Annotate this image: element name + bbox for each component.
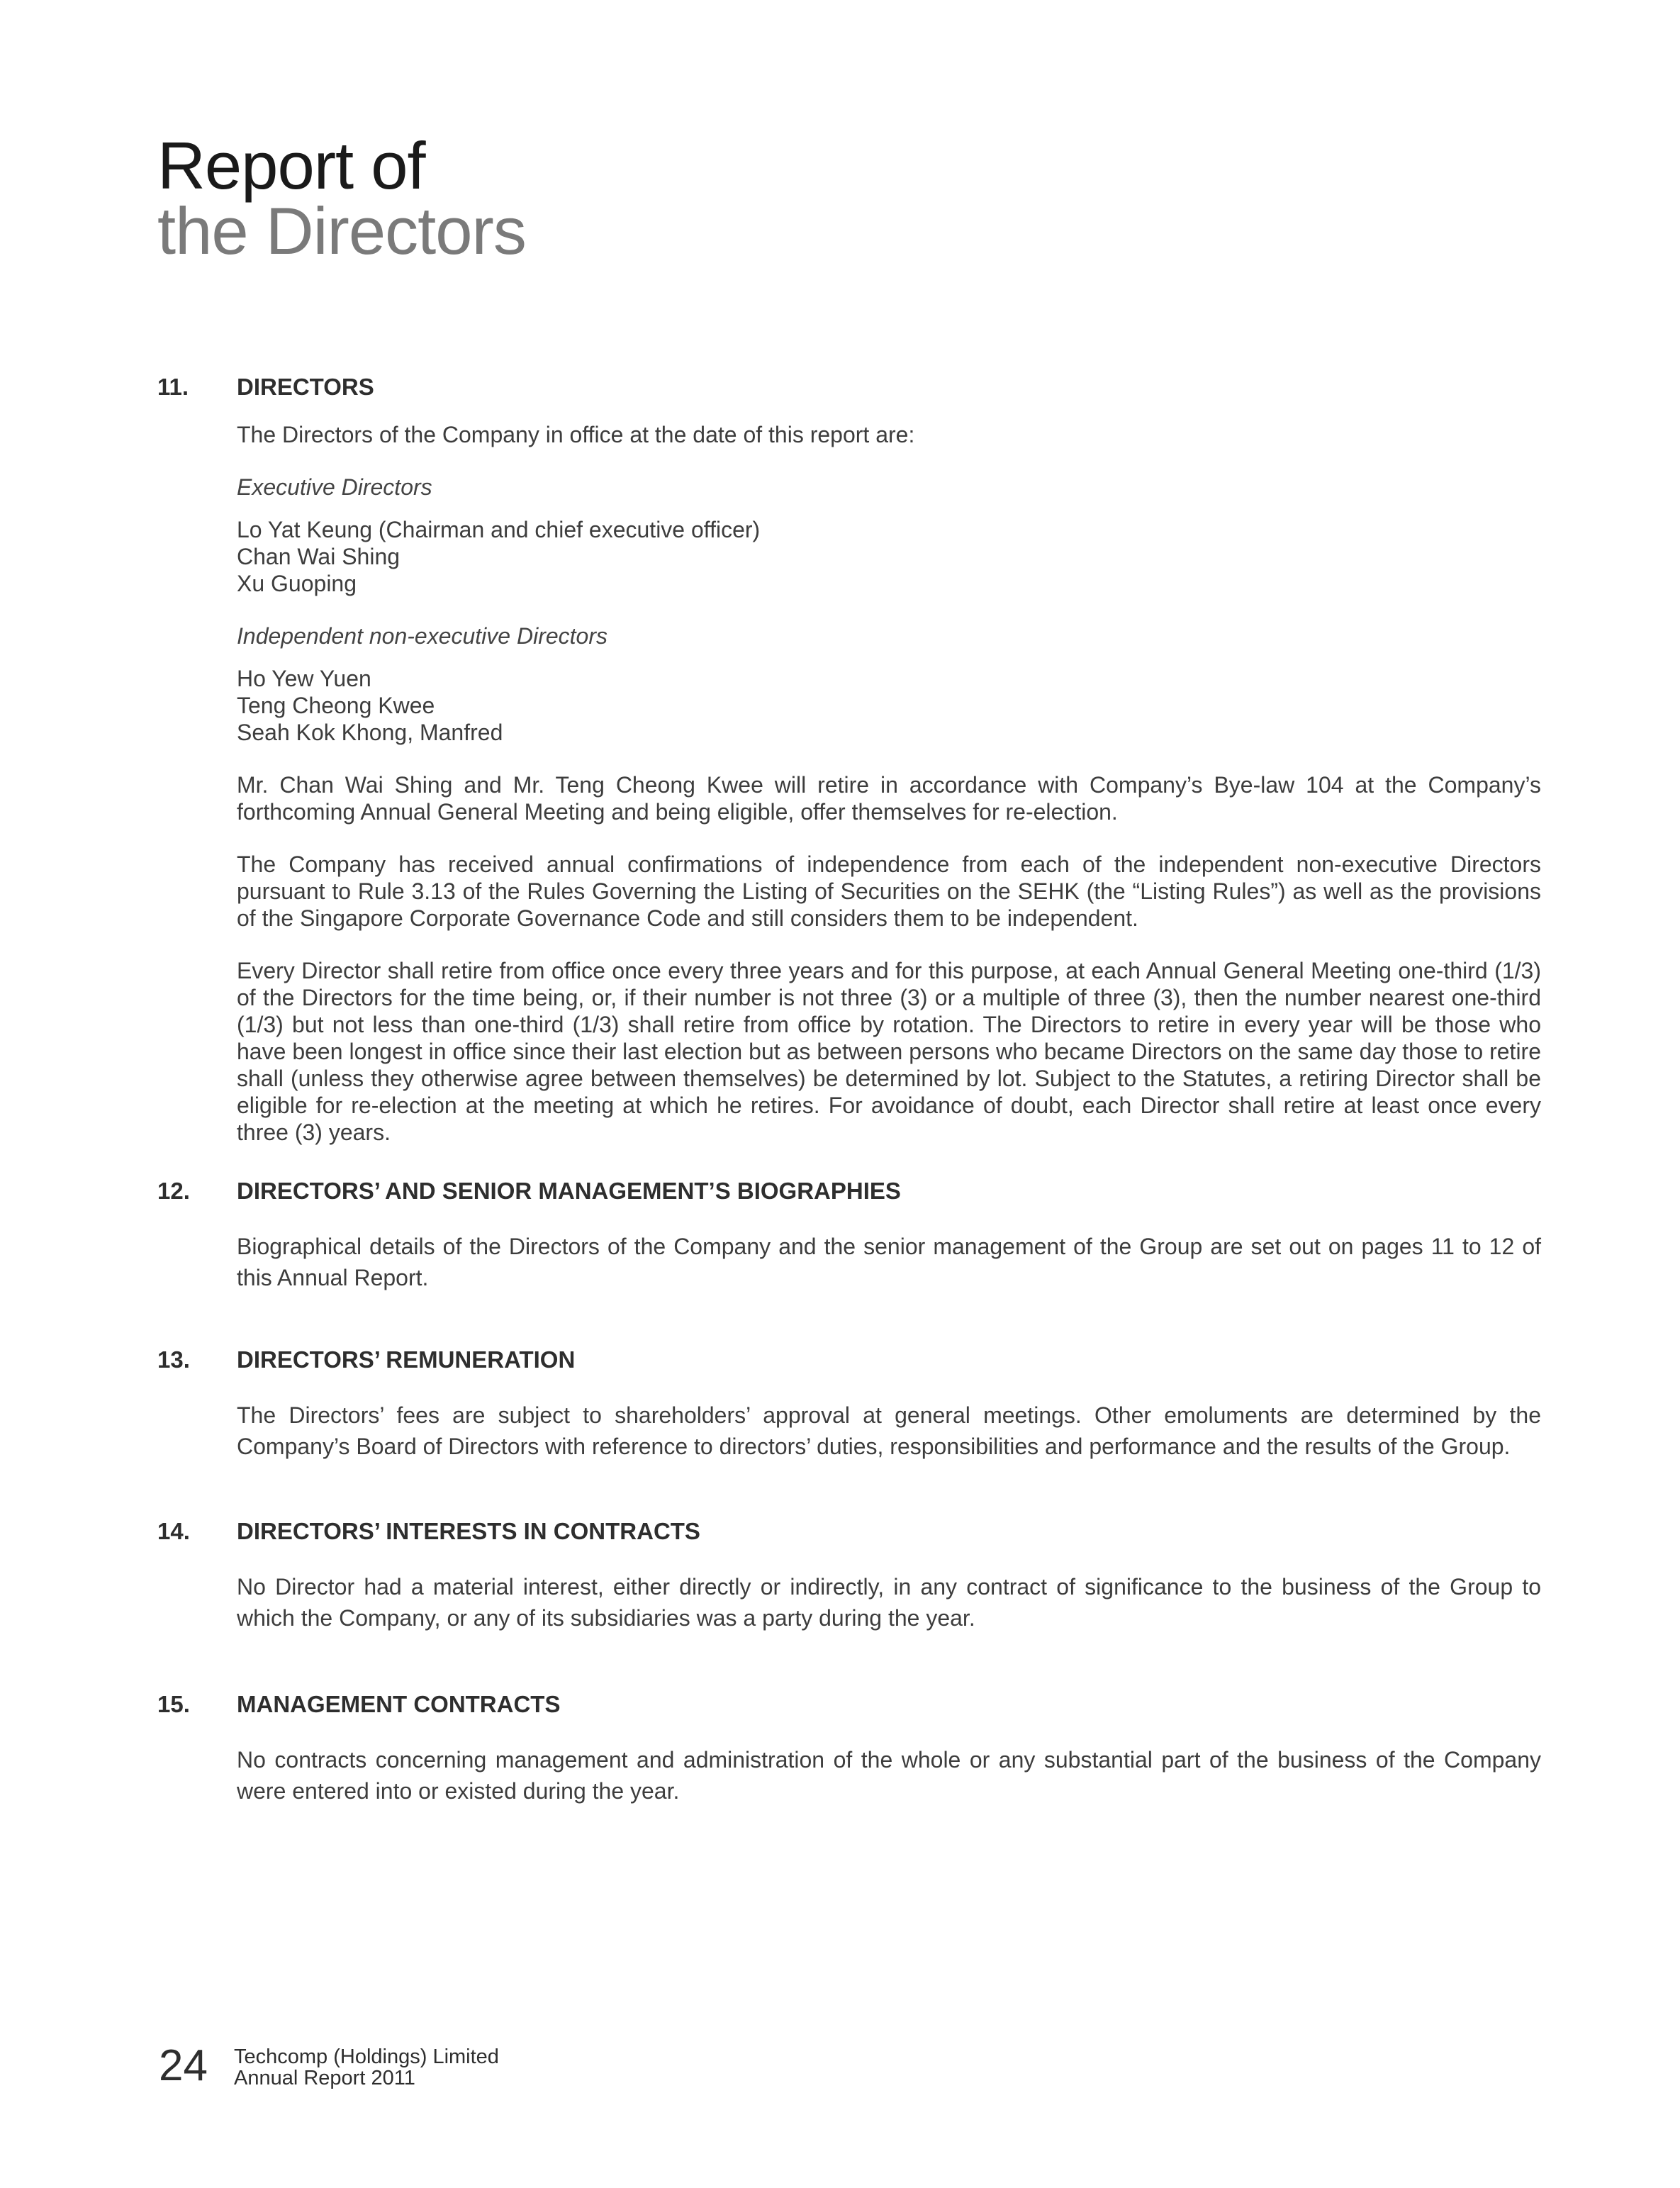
section-body	[237, 1231, 1541, 1293]
section-heading	[157, 1514, 1541, 1548]
page-title-line-2: the Directors	[157, 194, 526, 268]
paragraph-rotation: Every Director shall retire from office once every three years and for this purpose, at each Annual General Meeting one-third (1/3) of the Directors for the time being, or, if their number is not three (3) or a multiple of three (3), then the number nearest one-third (1/3) but not less than one-third (1/3) shall retire from office by rotation. The Directors to retire in every year will be those who have been longest in office since their last election but as between persons who became Directors on the same day those to retire shall (unless they otherwise agree between themselves) be determined by lot. Subject to the Statutes, a retiring Director shall be eligible for re-election at the meeting at which he retires. For avoidance of doubt, each Director shall retire at least once every three (3) years.	[237, 958, 1541, 1145]
section-intro: The Directors of the Company in office at the date of this report are:	[237, 422, 915, 447]
section-interests-in-contracts	[157, 1514, 1541, 1634]
section-text: The Directors’ fees are subject to shareholders’ approval at general meetings. Other emoluments are determined by the Company’s Board of Directors with reference to directors’ duties, responsibilities and performance and the results of the Group.	[237, 1402, 1541, 1459]
section-number: 14.	[157, 1518, 190, 1544]
section-title: DIRECTORS’ INTERESTS IN CONTRACTS	[237, 1518, 700, 1544]
director-name: Lo Yat Keung (Chairman and chief executive officer)	[237, 517, 761, 542]
page-title	[157, 128, 526, 268]
section-number: 13.	[157, 1346, 190, 1373]
section-title: DIRECTORS’ AND SENIOR MANAGEMENT’S BIOGRAPHIES	[237, 1178, 901, 1204]
section-number: 12.	[157, 1178, 190, 1204]
independent-directors-list	[237, 665, 1541, 746]
footer-report-name: Annual Report 2011	[234, 2067, 415, 2089]
director-name: Seah Kok Khong, Manfred	[237, 720, 503, 745]
paragraph-independence: The Company has received annual confirmations of independence from each of the independent non-executive Directors pursuant to Rule 3.13 of the Rules Governing the Listing of Securities on the SEHK (the “Listing Rules”) as well as the provisions of the Singapore Corporate Governance Code and still considers them to be independent.	[237, 852, 1541, 931]
section-text: Biographical details of the Directors of the Company and the senior management of the Group are set out on pages 11 to 12 of this Annual Report.	[237, 1234, 1541, 1290]
director-name: Xu Guoping	[237, 571, 357, 596]
section-body	[237, 1744, 1541, 1807]
section-body	[237, 1571, 1541, 1634]
footer-company-name: Techcomp (Holdings) Limited	[234, 2045, 499, 2068]
section-number: 11.	[157, 374, 189, 400]
section-title: DIRECTORS	[237, 374, 374, 400]
section-title: DIRECTORS’ REMUNERATION	[237, 1346, 576, 1373]
director-name: Ho Yew Yuen	[237, 666, 371, 691]
independent-directors-heading: Independent non-executive Directors	[237, 623, 607, 649]
director-name: Chan Wai Shing	[237, 544, 401, 569]
page-number: 24	[159, 2041, 208, 2090]
section-directors	[157, 370, 1541, 1146]
section-management-contracts	[157, 1687, 1541, 1807]
section-heading	[157, 1343, 1541, 1377]
section-title: MANAGEMENT CONTRACTS	[237, 1691, 561, 1717]
page-title-line-1: Report of	[157, 128, 425, 203]
section-heading	[157, 370, 1541, 404]
section-body	[237, 1400, 1541, 1462]
section-text: No Director had a material interest, either directly or indirectly, in any contract of significance to the business of the Group to which the Company, or any of its subsidiaries was a party during the year.	[237, 1574, 1541, 1631]
paragraph-retirement: Mr. Chan Wai Shing and Mr. Teng Cheong Kwee will retire in accordance with Company’s Bye-law 104 at the Company’s forthcoming Annual General Meeting and being eligible, offer themselves for re-election.	[237, 772, 1541, 825]
executive-directors-list	[237, 516, 1541, 597]
section-heading	[157, 1687, 1541, 1721]
report-content	[157, 370, 1541, 1807]
footer-publication	[234, 2046, 499, 2089]
section-heading	[157, 1174, 1541, 1208]
section-biographies	[157, 1174, 1541, 1293]
section-number: 15.	[157, 1691, 190, 1717]
section-text: No contracts concerning management and administration of the whole or any substantial part of the business of the Company were entered into or existed during the year.	[237, 1747, 1541, 1804]
executive-directors-heading: Executive Directors	[237, 474, 432, 500]
section-body	[237, 421, 1541, 1146]
section-remuneration	[157, 1343, 1541, 1462]
director-name: Teng Cheong Kwee	[237, 693, 435, 718]
